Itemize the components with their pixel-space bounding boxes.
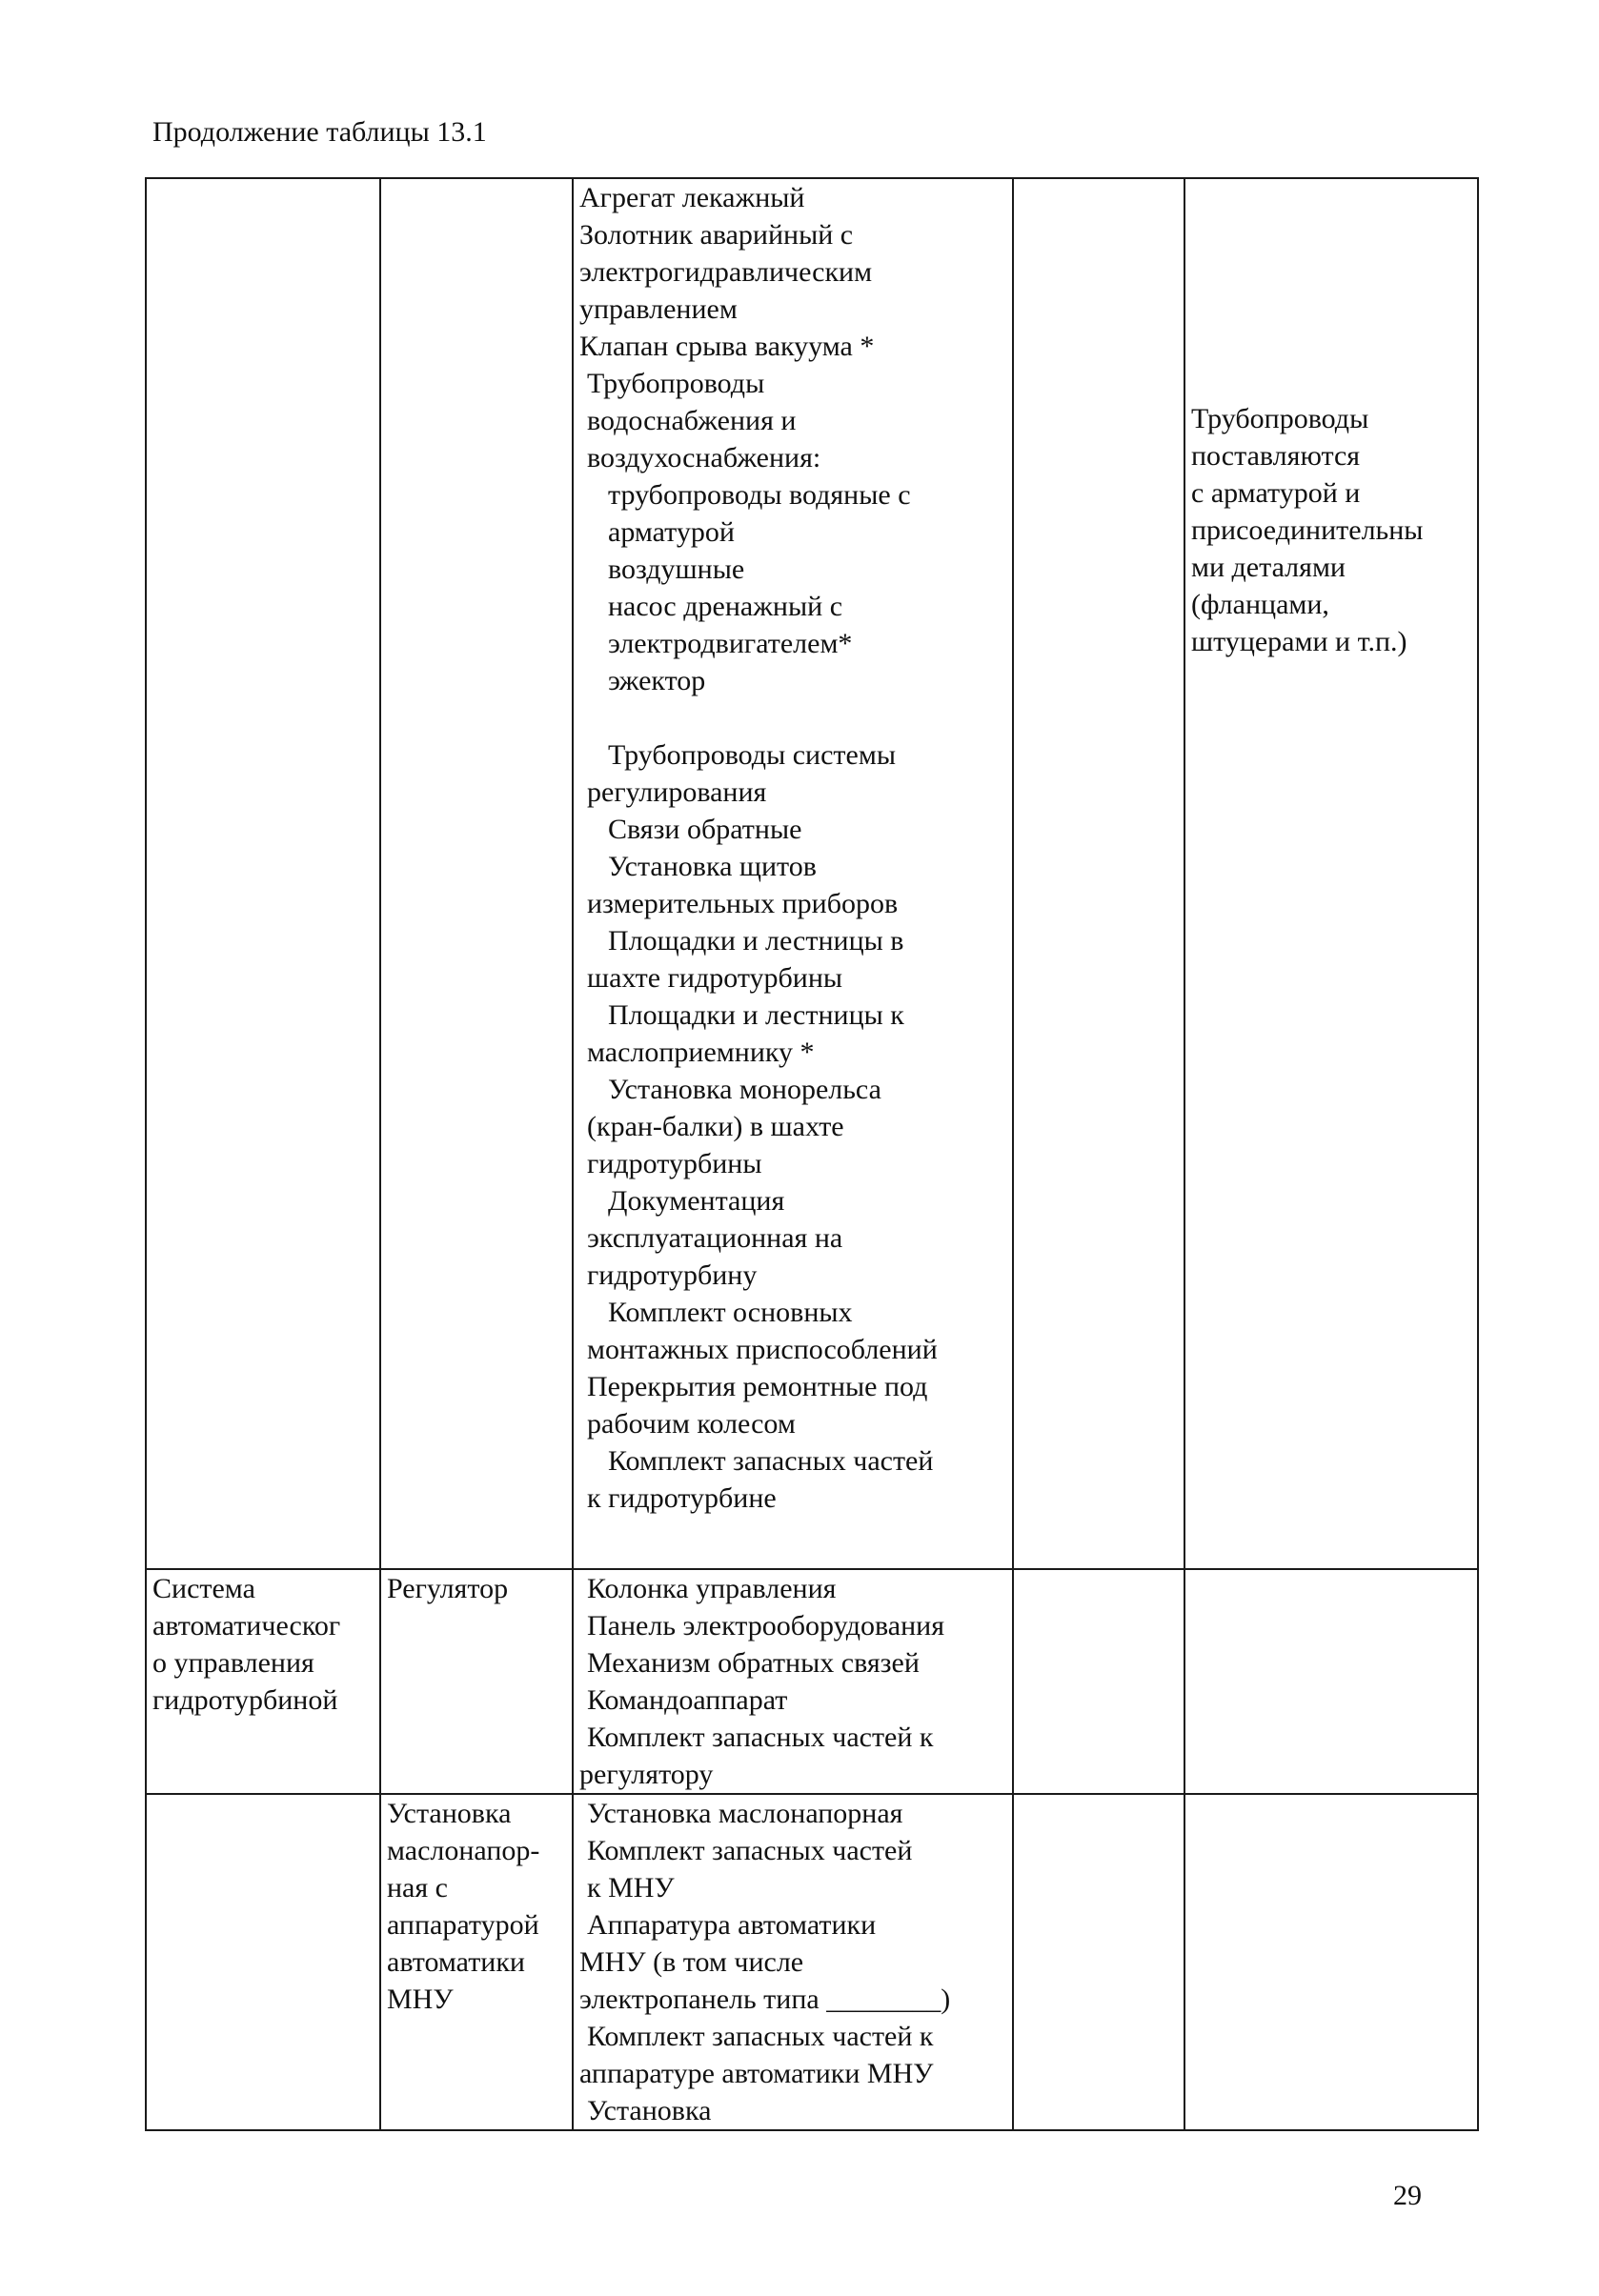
system-cell: [146, 1794, 380, 2130]
unit-cell: [380, 178, 573, 1569]
page-number: 29: [1393, 2180, 1422, 2211]
item-line: к гидротурбине: [587, 1482, 777, 1514]
item-line: Установка: [587, 2095, 712, 2126]
item-line: Установка щитов: [608, 851, 817, 882]
item-line: шахте гидротурбины: [587, 962, 843, 994]
item-line: гидротурбины: [587, 1148, 762, 1179]
item-line: эжектор: [608, 665, 706, 696]
item-line: Трубопроводы: [587, 368, 765, 399]
note-cell-line: штуцерами и т.п.): [1191, 626, 1407, 657]
item-line: рабочим колесом: [587, 1408, 796, 1440]
system-cell-line: о управления: [152, 1647, 314, 1679]
item-line: Площадки и лестницы к: [608, 999, 904, 1031]
unit-cell-line: Установка: [387, 1798, 512, 1829]
item-line: водоснабжения и: [587, 405, 797, 436]
item-line: воздухоснабжения:: [587, 442, 821, 473]
item-line: Перекрытия ремонтные под: [587, 1371, 928, 1402]
item-line: электродвигателем*: [608, 628, 853, 659]
item-line: Комплект основных: [608, 1297, 853, 1328]
equipment-table: [145, 177, 1479, 2131]
item-line: аппаратуре автоматики МНУ: [579, 2058, 934, 2089]
quantity-cell: [1013, 178, 1184, 1569]
item-line: регулятору: [579, 1759, 714, 1790]
unit-cell-line: ная с: [387, 1872, 448, 1903]
spacer: [579, 699, 1006, 736]
item-line: маслоприемнику *: [587, 1037, 815, 1068]
unit-cell-line: автоматики: [387, 1946, 525, 1978]
item-line: электропанель типа ________): [579, 1984, 951, 2015]
table-row: [146, 178, 1478, 1569]
item-line: арматурой: [608, 516, 735, 548]
item-line: насос дренажный с: [608, 591, 843, 622]
system-cell-line: гидротурбиной: [152, 1684, 338, 1716]
note-cell-line: ми деталями: [1191, 552, 1346, 583]
item-line: Колонка управления: [587, 1573, 837, 1604]
table-body: [146, 178, 1478, 2130]
item-line: Площадки и лестницы в: [608, 925, 904, 957]
table-caption: Продолжение таблицы 13.1: [152, 116, 487, 148]
items-cell: [573, 178, 1013, 1569]
item-line: Аппаратура автоматики: [587, 1909, 877, 1941]
item-line: Установка маслонапорная: [587, 1798, 903, 1829]
item-line: регулирования: [587, 776, 767, 808]
unit-cell-line: МНУ: [387, 1984, 454, 2015]
item-line: Комплект запасных частей к: [587, 1722, 934, 1753]
quantity-cell: [1013, 1569, 1184, 1794]
item-line: эксплуатационная на: [587, 1222, 843, 1254]
note-cell-line: Трубопроводы: [1191, 403, 1369, 434]
item-line: Трубопроводы системы: [608, 739, 896, 771]
item-line: Панель электрооборудования: [587, 1610, 945, 1641]
item-line: Клапан срыва вакуума *: [579, 331, 875, 362]
item-line: Агрегат лекажный: [579, 182, 805, 213]
item-line: Механизм обратных связей: [587, 1647, 920, 1679]
note-cell: [1184, 178, 1478, 1569]
item-line: монтажных приспособлений: [587, 1334, 938, 1365]
quantity-cell: [1013, 1794, 1184, 2130]
note-cell-line: с арматурой и: [1191, 477, 1361, 509]
unit-cell: [380, 1794, 573, 2130]
items-cell: [573, 1794, 1013, 2130]
unit-cell-line: аппаратурой: [387, 1909, 539, 1941]
system-cell-line: автоматическог: [152, 1610, 341, 1641]
item-line: Комплект запасных частей: [608, 1445, 934, 1477]
item-line: электрогидравлическим: [579, 256, 873, 288]
item-line: Золотник аварийный с: [579, 219, 854, 251]
item-line: измерительных приборов: [587, 888, 899, 919]
item-line: Комплект запасных частей: [587, 1835, 913, 1866]
note-cell: [1184, 1569, 1478, 1794]
system-cell-line: Система: [152, 1573, 255, 1604]
unit-cell-line: маслонапор-: [387, 1835, 540, 1866]
item-line: Документация: [608, 1185, 785, 1217]
item-line: управлением: [579, 293, 738, 325]
item-line: МНУ (в том числе: [579, 1946, 804, 1978]
system-cell: [146, 178, 380, 1569]
system-cell: [146, 1569, 380, 1794]
note-cell: [1184, 1794, 1478, 2130]
unit-cell-line: Регулятор: [387, 1573, 509, 1604]
items-cell: [573, 1569, 1013, 1794]
item-line: (кран-балки) в шахте: [587, 1111, 844, 1142]
item-line: трубопроводы водяные с: [608, 479, 911, 511]
item-line: Связи обратные: [608, 814, 802, 845]
note-cell-line: (фланцами,: [1191, 589, 1329, 620]
item-line: к МНУ: [587, 1872, 675, 1903]
table-row: [146, 1794, 1478, 2130]
item-line: гидротурбину: [587, 1259, 758, 1291]
item-line: Командоаппарат: [587, 1684, 788, 1716]
item-line: Установка монорельса: [608, 1074, 881, 1105]
item-line: Комплект запасных частей к: [587, 2021, 934, 2052]
table-row: [146, 1569, 1478, 1794]
item-line: воздушные: [608, 554, 745, 585]
unit-cell: [380, 1569, 573, 1794]
note-cell-line: поставляются: [1191, 440, 1361, 472]
note-cell-line: присоединительны: [1191, 514, 1424, 546]
